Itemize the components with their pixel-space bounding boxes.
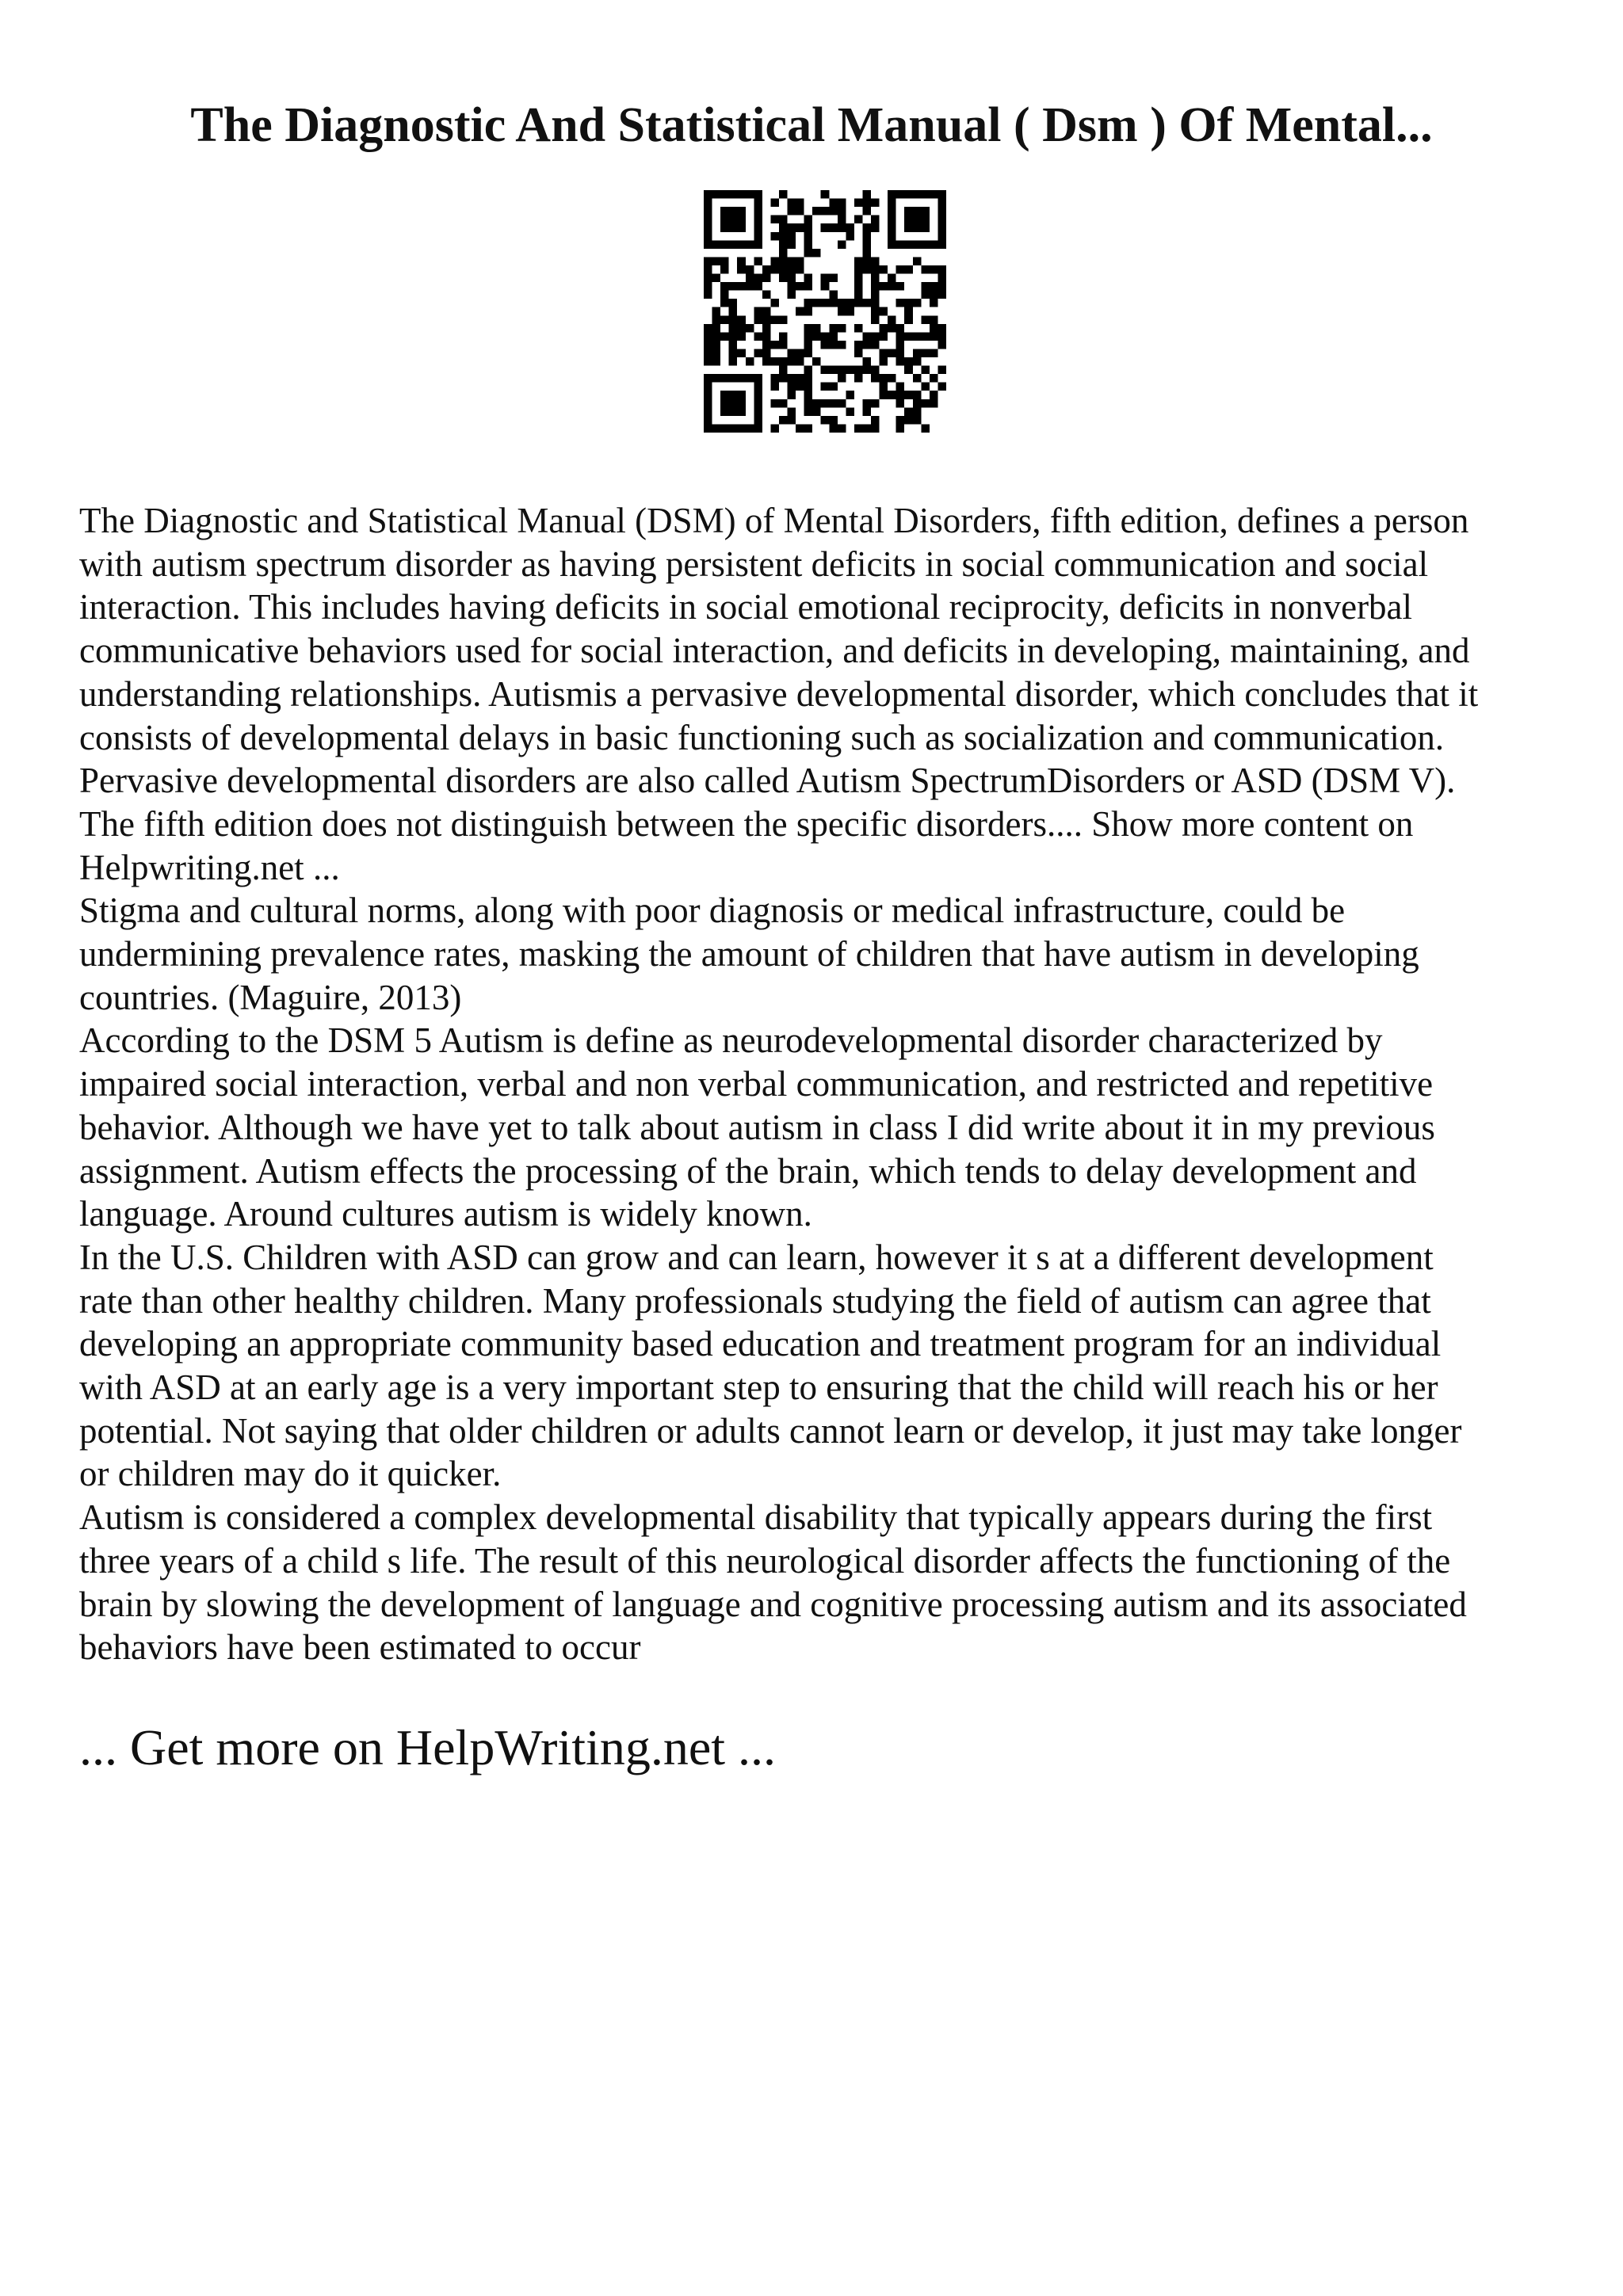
article-paragraph: In the U.S. Children with ASD can grow and can learn, however it s at a different development rate than other healthy children. Many professionals studying the field of autism can agree that developing an appropriate community based education and treatment program for an individual with ASD at an early age is a very important step to ensuring that the child will reach his or her potential. Not saying that older children or adults cannot learn or develop, it just may take longer or children may do it quicker. <box>79 1237 1462 1494</box>
article-paragraph: The Diagnostic and Statistical Manual (DSM) of Mental Disorders, fifth edition, defines a person with autism spectrum disorder as having persistent deficits in social communication and social interaction. This includes having deficits in social emotional reciprocity, deficits in nonverbal communicative behaviors used for social interaction, and deficits in developing, maintaining, and understanding relationships. Autismis a pervasive developmental disorder, which concludes that it consists of developmental delays in basic functioning such as socialization and communication. Pervasive developmental disorders are also called Autism SpectrumDisorders or ASD (DSM V). The fifth edition does not distinguish between the specific disorders.... Show more content on Helpwriting.net ... <box>79 501 1479 887</box>
article-body <box>79 499 1553 1669</box>
more-link[interactable]: ... Get more on HelpWriting.net ... <box>79 1719 776 1775</box>
article-paragraph: According to the DSM 5 Autism is define as neurodevelopmental disorder characterized by impaired social interaction, verbal and non verbal communication, and restricted and repetitive behavior. Although we have yet to talk about autism in class I did write about it in my previous assignment. Autism effects the processing of the brain, which tends to delay development and language. Around cultures autism is widely known. <box>79 1020 1435 1234</box>
article-paragraph: Stigma and cultural norms, along with poor diagnosis or medical infrastructure, could be undermining prevalence rates, masking the amount of children that have autism in developing countries. (Maguire, 2013) <box>79 891 1419 1017</box>
qr-code-icon <box>704 190 946 433</box>
page-title: The Diagnostic And Statistical Manual ( Dsm ) Of Mental... <box>190 98 1433 152</box>
article-paragraph: Autism is considered a complex developmental disability that typically appears during the first three years of a child s life. The result of this neurological disorder affects the functioning of the brain by slowing the development of language and cognitive processing autism and its associated behaviors have been estimated to occur <box>79 1497 1467 1668</box>
